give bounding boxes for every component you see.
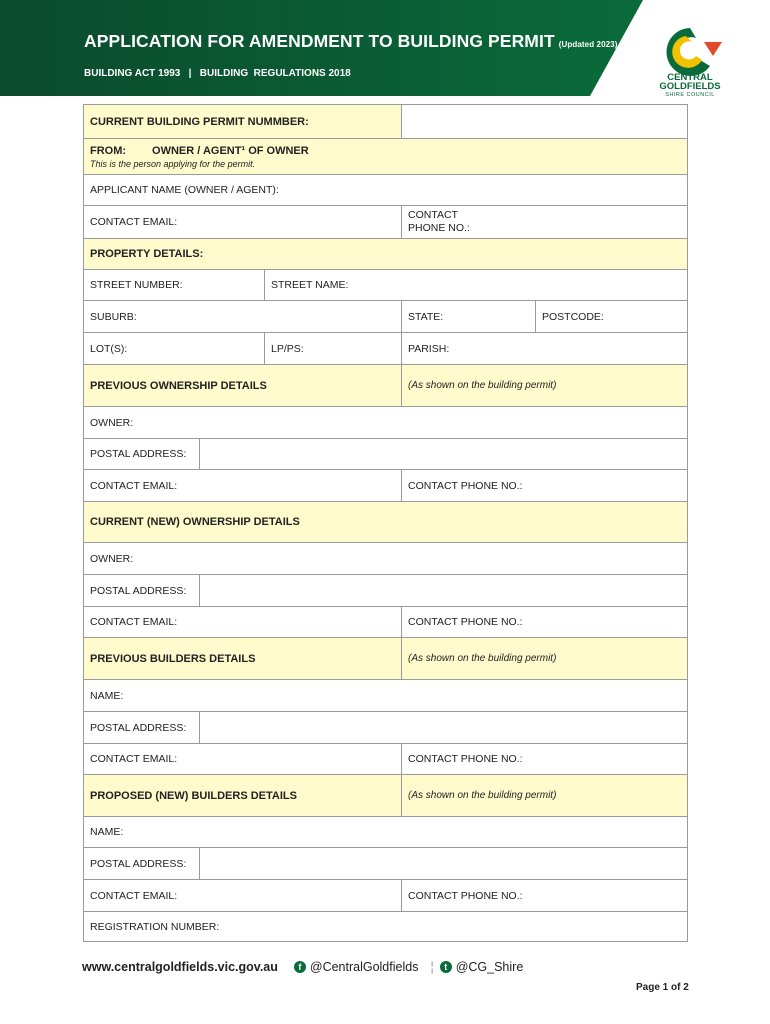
twitter-handle[interactable]: @CG_Shire xyxy=(455,960,524,974)
new-email-field[interactable] xyxy=(84,607,402,637)
prev-builder-phone-label: CONTACT PHONE NO.: xyxy=(408,753,523,765)
prev-builder-postal-field[interactable] xyxy=(200,712,688,743)
new-builder-phone-label: CONTACT PHONE NO.: xyxy=(408,889,523,902)
prev-builder-phone-field[interactable] xyxy=(402,744,688,774)
lots-label: LOT(S): xyxy=(90,342,128,355)
lots-field[interactable] xyxy=(84,333,265,364)
footer-separator: ¦ xyxy=(430,960,434,974)
new-owner-label: OWNER: xyxy=(84,543,688,574)
prev-owner-label: OWNER: xyxy=(84,407,688,438)
new-builder-name-row[interactable] xyxy=(84,817,688,848)
permit-number-row xyxy=(84,105,688,139)
new-postal-field[interactable] xyxy=(200,575,688,606)
from-cell xyxy=(84,139,688,174)
header-banner xyxy=(0,0,643,96)
prev-email-label: CONTACT EMAIL: xyxy=(90,479,178,492)
applicant-phone-label-2: PHONE NO.: xyxy=(408,222,470,234)
registration-row[interactable] xyxy=(84,912,688,942)
updated-note: (Updated 2023) xyxy=(558,40,618,49)
new-postal-row xyxy=(84,575,688,607)
applicant-phone-label-1: CONTACT xyxy=(408,209,458,221)
new-builder-postal-row xyxy=(84,848,688,880)
street-number-label: STREET NUMBER: xyxy=(90,279,183,291)
state-label: STATE: xyxy=(408,310,444,323)
prev-phone-label: CONTACT PHONE NO.: xyxy=(408,479,523,492)
prev-builder-postal-label: POSTAL ADDRESS: xyxy=(84,712,200,743)
amendment-form xyxy=(83,104,688,942)
new-builder-email-field[interactable] xyxy=(84,880,402,911)
prev-owner-header-row xyxy=(84,365,688,407)
property-header-row xyxy=(84,239,688,270)
from-row xyxy=(84,139,688,175)
postcode-label: POSTCODE: xyxy=(542,310,604,323)
new-builder-postal-label: POSTAL ADDRESS: xyxy=(84,848,200,879)
suburb-label: SUBURB: xyxy=(90,310,137,323)
applicant-phone-field[interactable] xyxy=(402,206,688,238)
prev-postal-row xyxy=(84,439,688,470)
suburb-field[interactable] xyxy=(84,301,402,332)
page-number: Page 1 of 2 xyxy=(636,982,689,993)
suburb-row xyxy=(84,301,688,333)
prev-email-field[interactable] xyxy=(84,470,402,501)
applicant-name-row[interactable] xyxy=(84,175,688,206)
new-owner-row[interactable] xyxy=(84,543,688,575)
street-number-field[interactable] xyxy=(84,270,265,300)
new-postal-label: POSTAL ADDRESS: xyxy=(84,575,200,606)
prev-contact-row xyxy=(84,470,688,502)
state-field[interactable] xyxy=(402,301,536,332)
prev-owner-header: PREVIOUS OWNERSHIP DETAILS xyxy=(84,365,402,406)
prev-builder-header-row xyxy=(84,638,688,680)
new-builder-contact-row xyxy=(84,880,688,912)
parish-label: PARISH: xyxy=(408,342,450,355)
new-builder-postal-field[interactable] xyxy=(200,848,688,879)
page-subtitle: BUILDING ACT 1993 | BUILDING REGULATIONS 2018 xyxy=(84,68,351,79)
street-name-label: STREET NAME: xyxy=(271,279,349,291)
new-builder-name-label: NAME: xyxy=(84,817,688,847)
new-builder-note: (As shown on the building permit) xyxy=(402,775,688,816)
lpps-label: LP/PS: xyxy=(271,342,304,355)
street-name-field[interactable] xyxy=(265,270,688,300)
lpps-field[interactable] xyxy=(265,333,402,364)
footer xyxy=(82,960,523,974)
logo-name-line-1: CENTRAL xyxy=(667,72,713,83)
page-title xyxy=(84,31,617,52)
prev-builder-header: PREVIOUS BUILDERS DETAILS xyxy=(84,638,402,679)
twitter-icon: t xyxy=(440,961,452,973)
new-builder-header-row xyxy=(84,775,688,817)
prev-owner-note: (As shown on the building permit) xyxy=(402,365,688,406)
from-value: OWNER / AGENT¹ OF OWNER xyxy=(152,144,309,157)
website-link[interactable]: www.centralgoldfields.vic.gov.au xyxy=(82,960,278,974)
new-builder-header: PROPOSED (NEW) BUILDERS DETAILS xyxy=(84,775,402,816)
prev-phone-field[interactable] xyxy=(402,470,688,501)
applicant-contact-row xyxy=(84,206,688,239)
new-owner-header-row xyxy=(84,502,688,543)
prev-builder-email-field[interactable] xyxy=(84,744,402,774)
new-builder-phone-field[interactable] xyxy=(402,880,688,911)
prev-builder-email-label: CONTACT EMAIL: xyxy=(90,753,178,765)
logo-subtitle: SHIRE COUNCIL xyxy=(665,92,715,98)
new-phone-field[interactable] xyxy=(402,607,688,637)
registration-label: REGISTRATION NUMBER: xyxy=(84,912,688,941)
new-builder-email-label: CONTACT EMAIL: xyxy=(90,889,178,902)
parish-field[interactable] xyxy=(402,333,688,364)
facebook-icon: f xyxy=(294,961,306,973)
prev-builder-note: (As shown on the building permit) xyxy=(402,638,688,679)
property-header: PROPERTY DETAILS: xyxy=(84,239,688,269)
applicant-email-field[interactable] xyxy=(84,206,402,238)
from-label: FROM: xyxy=(90,144,127,157)
postcode-field[interactable] xyxy=(536,301,688,332)
street-row xyxy=(84,270,688,301)
applicant-email-label: CONTACT EMAIL: xyxy=(90,216,178,228)
applicant-name-label: APPLICANT NAME (OWNER / AGENT): xyxy=(84,175,688,205)
new-contact-row xyxy=(84,607,688,638)
prev-builder-name-label: NAME: xyxy=(84,680,688,711)
facebook-handle[interactable]: @CentralGoldfields xyxy=(309,960,419,974)
new-email-label: CONTACT EMAIL: xyxy=(90,616,178,628)
page-title-text: APPLICATION FOR AMENDMENT TO BUILDING PERMIT xyxy=(84,31,555,51)
lot-row xyxy=(84,333,688,365)
prev-postal-label: POSTAL ADDRESS: xyxy=(84,439,200,469)
prev-builder-name-row[interactable] xyxy=(84,680,688,712)
prev-builder-postal-row xyxy=(84,712,688,744)
logo-name-line-2: GOLDFIELDS xyxy=(659,81,721,92)
new-phone-label: CONTACT PHONE NO.: xyxy=(408,616,523,628)
permit-number-label: CURRENT BUILDING PERMIT NUMMBER: xyxy=(84,105,402,138)
from-line xyxy=(90,145,309,157)
prev-owner-row[interactable] xyxy=(84,407,688,439)
prev-postal-field[interactable] xyxy=(200,439,688,469)
council-logo-text xyxy=(654,73,726,100)
permit-number-field[interactable] xyxy=(402,105,688,138)
from-note: This is the person applying for the permit. xyxy=(90,158,256,169)
prev-builder-contact-row xyxy=(84,744,688,775)
new-owner-header: CURRENT (NEW) OWNERSHIP DETAILS xyxy=(84,502,688,542)
